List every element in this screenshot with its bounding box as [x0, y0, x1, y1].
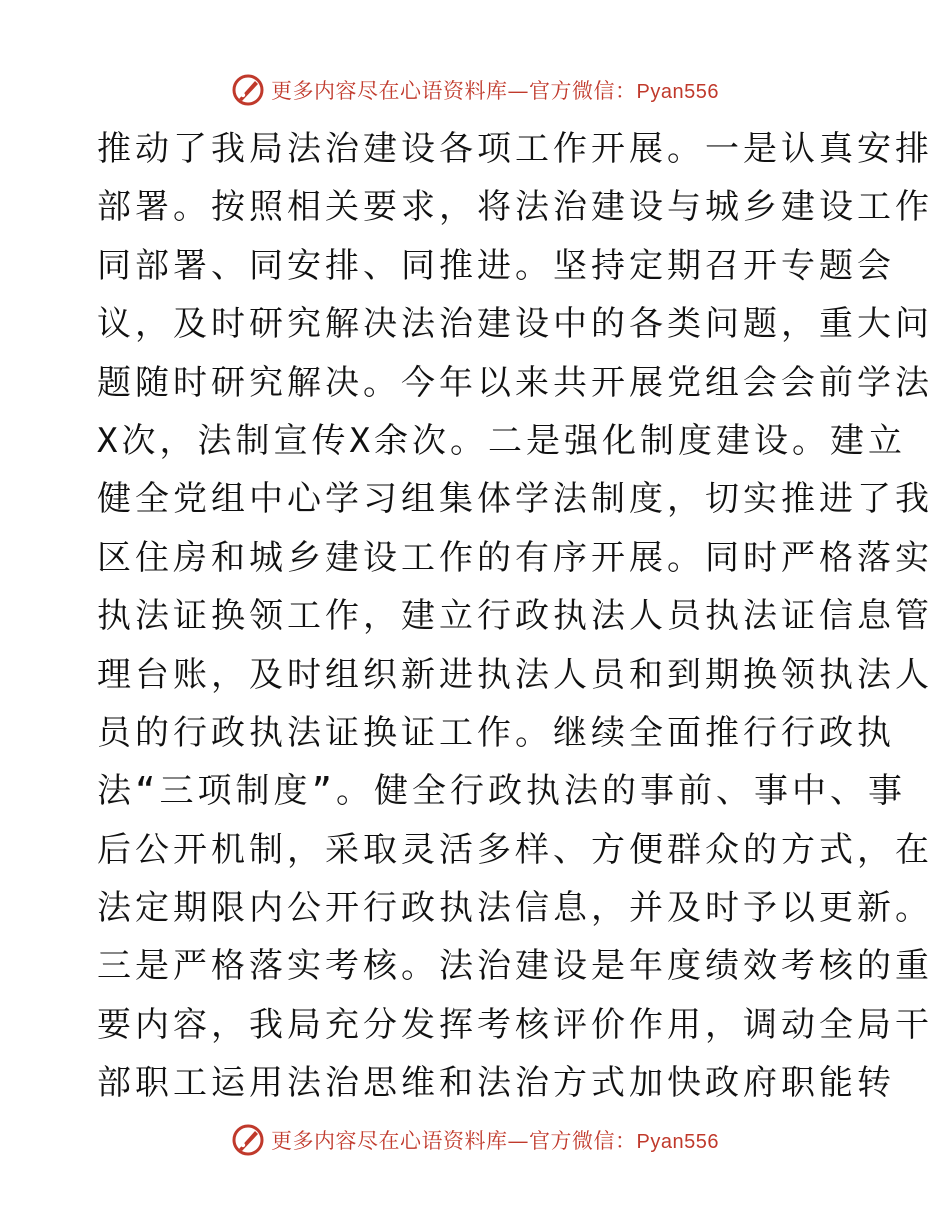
- text-line: 议，及时研究解决法治建设中的各类问题，重大问: [97, 304, 933, 345]
- text-line: 后公开机制，采取灵活多样、方便群众的方式，在: [97, 829, 933, 870]
- text-line: 部职工运用法治思维和法治方式加快政府职能转: [97, 1063, 895, 1104]
- footer-text: [271, 1125, 719, 1155]
- text-line: X次，法制宣传X余次。二是强化制度建设。建立: [97, 420, 906, 461]
- text-line: 法“三项制度”。健全行政执法的事前、事中、事: [97, 771, 906, 812]
- text-line: 区住房和城乡建设工作的有序开展。同时严格落实: [97, 537, 933, 578]
- footer-label: 更多内容尽在心语资料库—官方微信：: [271, 1129, 637, 1153]
- document-body: [97, 120, 933, 1113]
- pen-logo-icon: [231, 73, 265, 107]
- footer-banner: [0, 1118, 950, 1162]
- text-line: 理台账，及时组织新进执法人员和到期换领执法人: [97, 654, 933, 695]
- footer-wechat-id: Pyan556: [636, 1131, 719, 1153]
- text-line: 同部署、同安排、同推进。坚持定期召开专题会: [97, 245, 895, 286]
- pen-logo-icon: [231, 1123, 265, 1157]
- header-banner: [0, 68, 950, 112]
- text-line: 推动了我局法治建设各项工作开展。一是认真安排: [97, 129, 933, 169]
- header-wechat-id: Pyan556: [636, 81, 719, 103]
- text-line: 健全党组中心学习组集体学法制度，切实推进了我: [97, 479, 933, 520]
- text-line: 法定期限内公开行政执法信息，并及时予以更新。: [97, 888, 933, 929]
- header-label: 更多内容尽在心语资料库—官方微信：: [271, 79, 637, 103]
- text-line: 执法证换领工作，建立行政执法人员执法证信息管: [97, 596, 933, 637]
- text-line: 部署。按照相关要求，将法治建设与城乡建设工作: [97, 187, 933, 228]
- text-line: 三是严格落实考核。法治建设是年度绩效考核的重: [97, 946, 933, 987]
- header-text: [271, 75, 719, 105]
- text-line: 要内容，我局充分发挥考核评价作用，调动全局干: [97, 1004, 933, 1045]
- text-line: 员的行政执法证换证工作。继续全面推行行政执: [97, 712, 895, 753]
- text-line: 题随时研究解决。今年以来共开展党组会会前学法: [97, 362, 933, 403]
